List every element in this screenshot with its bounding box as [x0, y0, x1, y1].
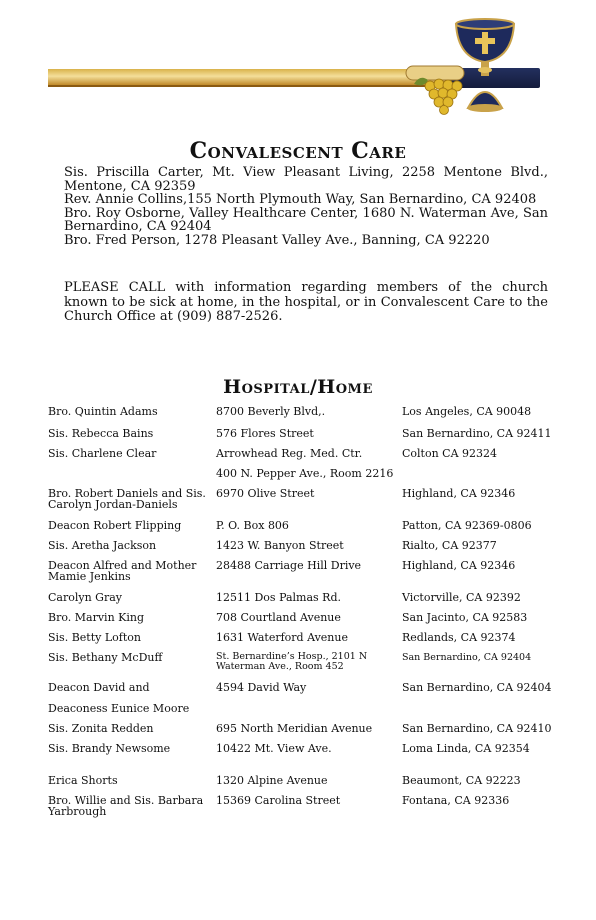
- convalescent-list: [64, 166, 548, 248]
- member-name: Sis. Zonita Redden: [48, 722, 154, 735]
- member-name: Sis. Bethany McDuff: [48, 651, 163, 664]
- member-city: Fontana, CA 92336: [402, 794, 510, 807]
- member-city: Victorville, CA 92392: [402, 591, 521, 604]
- member-city: Redlands, CA 92374: [402, 631, 516, 644]
- member-address: St. Bernardine’s Hosp., 2101 N Waterman Ave., Room 452: [216, 651, 368, 672]
- member-address: 1423 W. Banyon Street: [216, 539, 344, 552]
- member-name: Sis. Brandy Newsome: [48, 742, 171, 755]
- member-name: Bro. Marvin King: [48, 611, 145, 624]
- member-city: San Bernardino, CA 92404: [402, 652, 532, 663]
- member-address: 1631 Waterford Avenue: [216, 631, 348, 644]
- member-city: San Bernardino, CA 92404: [402, 681, 552, 694]
- convalescent-entry: Rev. Annie Collins,155 North Plymouth Way, San Bernardino, CA 92408: [64, 192, 537, 208]
- member-city: Rialto, CA 92377: [402, 539, 497, 552]
- convalescent-entry: Bro. Roy Osborne, Valley Healthcare Center, 1680 N. Waterman Ave, San Bernardino, CA 92404: [64, 205, 548, 235]
- member-city: Loma Linda, CA 92354: [402, 742, 530, 755]
- member-name: Sis. Aretha Jackson: [48, 539, 157, 552]
- member-address: 28488 Carriage Hill Drive: [216, 559, 362, 572]
- convalescent-entry: Bro. Fred Person, 1278 Pleasant Valley Ave., Banning, CA 92220: [64, 232, 490, 248]
- member-city: San Bernardino, CA 92410: [402, 722, 552, 735]
- member-city: Colton CA 92324: [402, 447, 498, 460]
- chalice-icon: [404, 0, 544, 118]
- member-name: Deacon David and: [48, 681, 150, 694]
- member-name: Bro. Quintin Adams: [48, 405, 158, 418]
- hospital-title: Hospital/Home: [223, 376, 373, 398]
- call-notice: PLEASE CALL with information regarding members of the church known to be sick at home, in the hospital, or in Convalescent Care to the Church Office at (909) 887-2526.: [64, 280, 548, 324]
- member-city: San Bernardino, CA 92411: [402, 427, 552, 440]
- convalescent-entry: Sis. Priscilla Carter, Mt. View Pleasant Living, 2258 Mentone Blvd., Mentone, CA 92359: [64, 165, 548, 194]
- member-name: Deacon Alfred and Mother Mamie Jenkins: [48, 559, 197, 583]
- grapes-icon: [425, 79, 462, 115]
- member-address: P. O. Box 806: [216, 519, 289, 532]
- member-name: Sis. Charlene Clear: [48, 447, 157, 460]
- member-city: Los Angeles, CA 90048: [402, 405, 532, 418]
- member-address: 1320 Alpine Avenue: [216, 774, 328, 787]
- member-address: 695 North Meridian Avenue: [216, 722, 373, 735]
- member-name: Deaconess Eunice Moore: [48, 702, 190, 715]
- member-address: 400 N. Pepper Ave., Room 2216: [216, 467, 394, 480]
- member-address: 708 Courtland Avenue: [216, 611, 341, 624]
- member-city: Beaumont, CA 92223: [402, 774, 521, 787]
- member-name: Bro. Robert Daniels and Sis. Carolyn Jordan-Daniels: [48, 487, 206, 511]
- member-address: 576 Flores Street: [216, 427, 314, 440]
- member-address: 6970 Olive Street: [216, 487, 315, 500]
- member-address: 12511 Dos Palmas Rd.: [216, 591, 342, 604]
- member-city: Highland, CA 92346: [402, 487, 516, 500]
- member-address: 4594 David Way: [216, 681, 307, 694]
- member-name: Carolyn Gray: [48, 591, 122, 604]
- member-city: San Jacinto, CA 92583: [402, 611, 528, 624]
- convalescent-title: Convalescent Care: [189, 138, 407, 164]
- member-city: Highland, CA 92346: [402, 559, 516, 572]
- member-name: Sis. Betty Lofton: [48, 631, 141, 644]
- member-address: 8700 Beverly Blvd,.: [216, 405, 326, 418]
- member-address: 15369 Carolina Street: [216, 794, 341, 807]
- member-name: Deacon Robert Flipping: [48, 519, 182, 532]
- member-address: 10422 Mt. View Ave.: [216, 742, 332, 755]
- member-address: Arrowhead Reg. Med. Ctr.: [216, 447, 363, 460]
- member-name: Sis. Rebecca Bains: [48, 427, 154, 440]
- member-city: Patton, CA 92369-0806: [402, 519, 532, 532]
- member-name: Bro. Willie and Sis. Barbara Yarbrough: [48, 794, 204, 818]
- member-name: Erica Shorts: [48, 774, 118, 787]
